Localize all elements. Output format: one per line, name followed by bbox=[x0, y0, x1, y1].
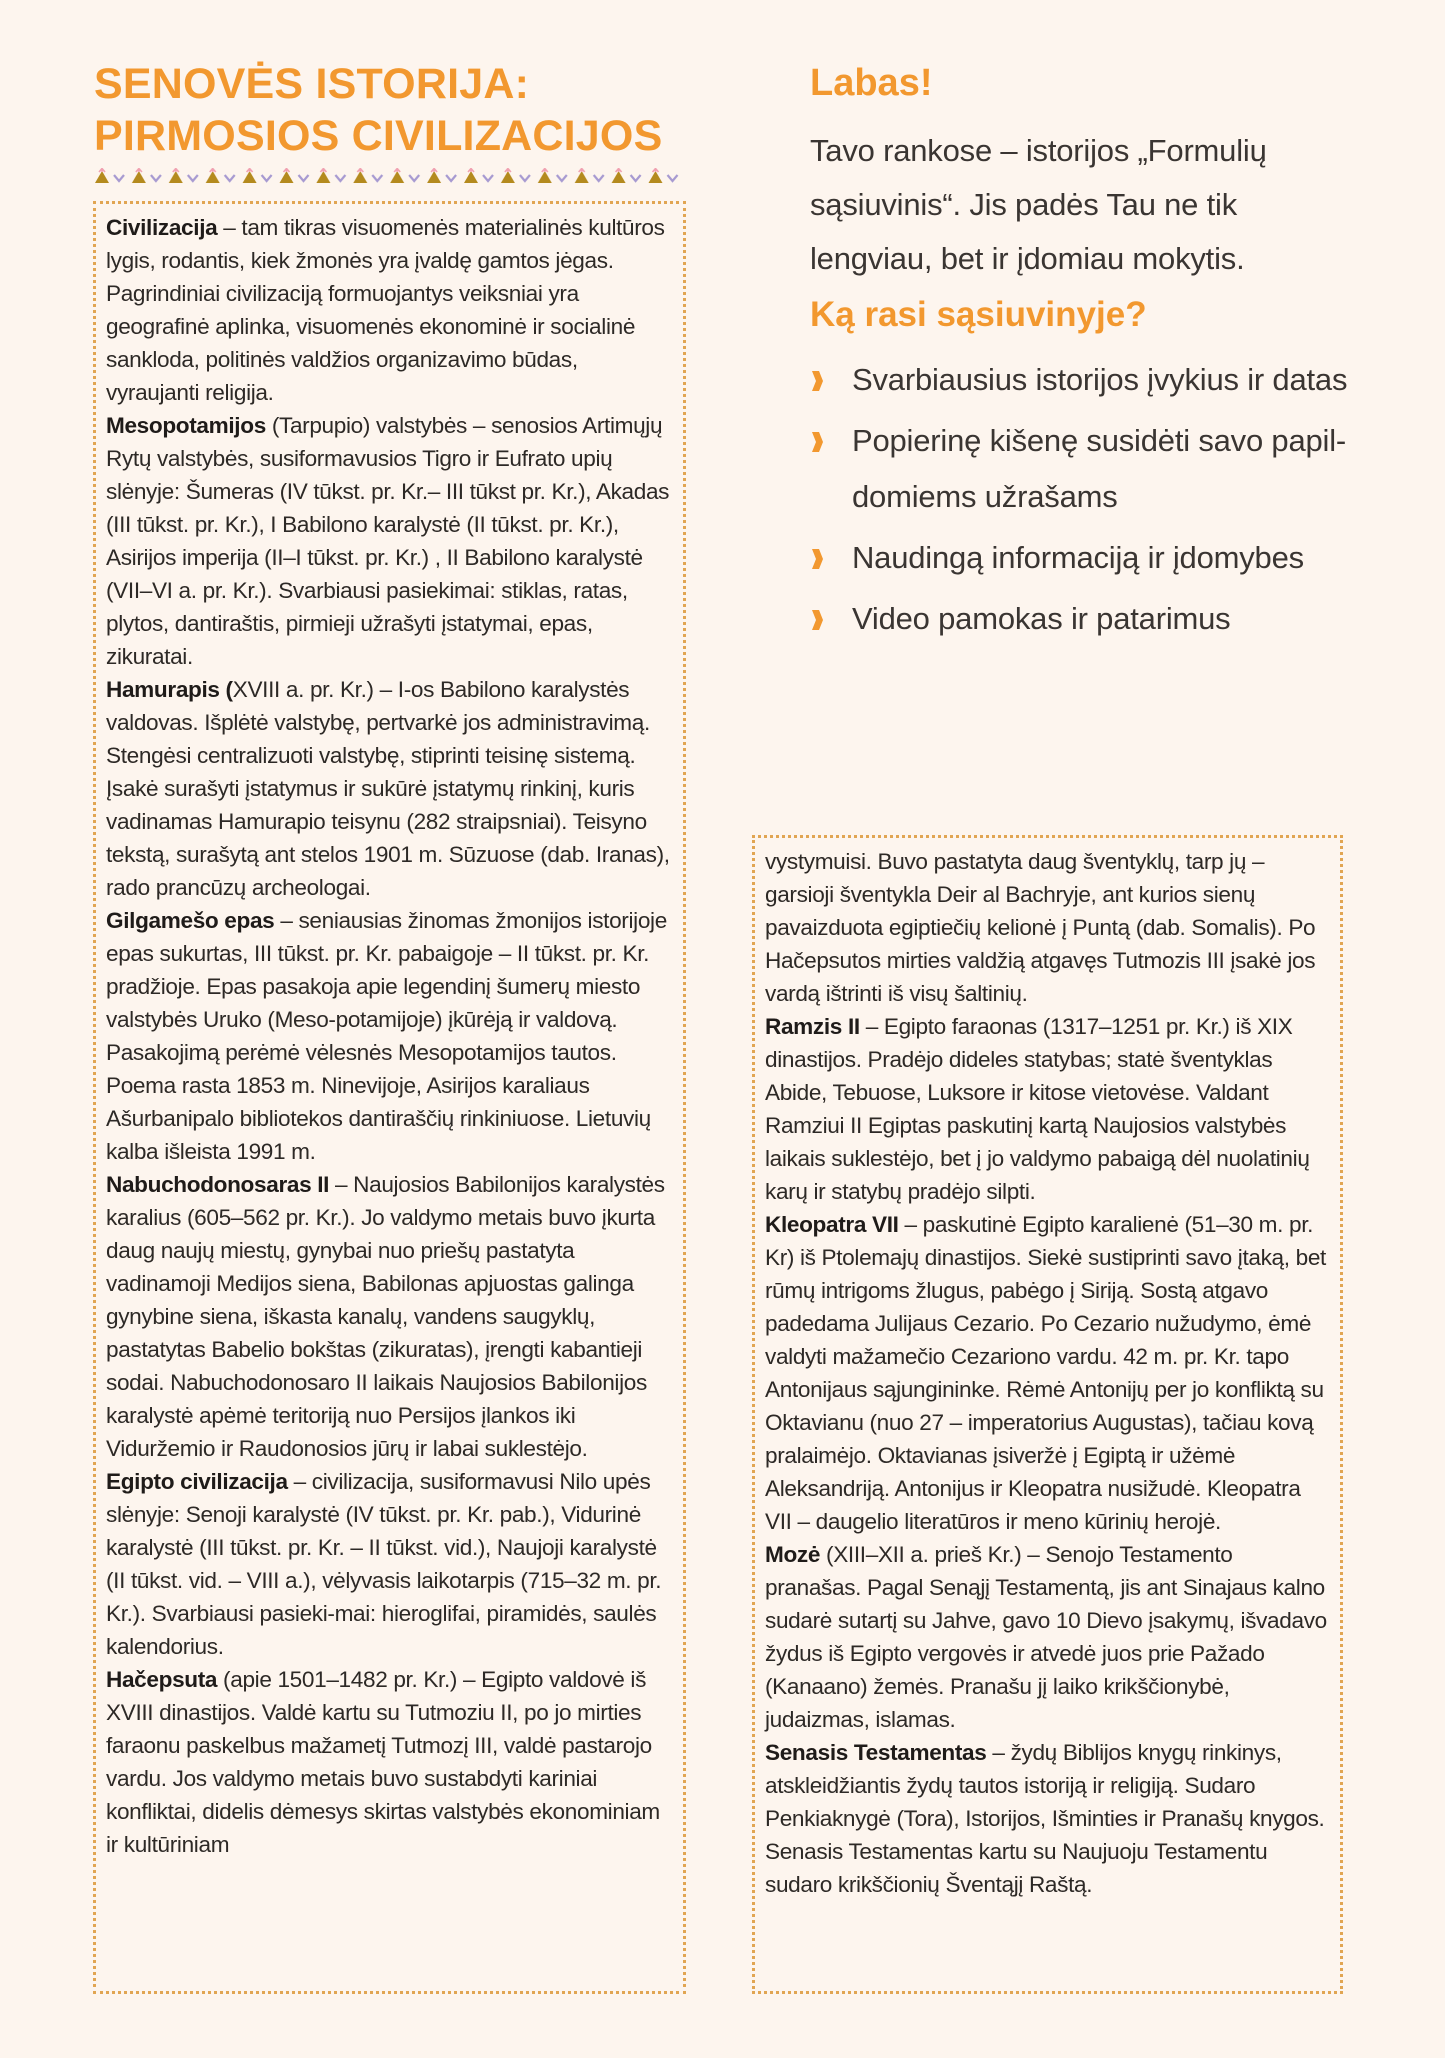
list-item bbox=[810, 352, 1350, 408]
page-title bbox=[94, 58, 662, 162]
glossary-term: Hamurapis ( bbox=[106, 677, 233, 702]
glossary-definition: – civilizacija, susiformavusi Nilo upės slėnyje: Senoji karalystė (IV tūkst. pr. Kr. pab.), Vidurinė karalystė (III tūkst. pr. Kr. – II tūkst. vid.), Naujoji karalystė (II tūkst. vid. – VIII a.), vėlyvasis laikotarpis (715–32 m. pr. Kr.). Svarbiausi pasieki-mai: hieroglifai, piramidės, saulės kalendorius. bbox=[106, 1469, 662, 1659]
intro-text: Tavo rankose – istorijos „Formulių sąsiuvinis“. Jis padės Tau ne tik lengviau, bet ir įdomiau mokytis. bbox=[810, 133, 1267, 276]
glossary-entry-hamurapis bbox=[106, 673, 673, 904]
glossary-term: Egipto civilizacija bbox=[106, 1469, 288, 1494]
title-line-1: SENOVĖS ISTORIJA: bbox=[94, 60, 530, 108]
glossary-definition: (apie 1501–1482 pr. Kr.) – Egipto valdovė iš XVIII dinastijos. Valdė kartu su Tutmoziu II, po jo mirties faraonu paskelbus mažametį Tutmozį III, valdė pastarojo vardu. Jos valdymo metais buvo sustabdyti kariniai konfliktai, didelis dėmesys skirtas valstybės ekonominiam ir kultūriniam bbox=[106, 1667, 660, 1857]
glossary-entry-gilgameso-epas bbox=[106, 904, 673, 1168]
glossary-term: Civilizacija bbox=[106, 215, 218, 240]
glossary-definition: vystymuisi. Buvo pastatyta daug šventyklų, tarp jų – garsioji šventykla Deir al Bachryje, ant kurios sienų pavaizduota egiptiečių kelionė į Puntą (dab. Somalis). Po Hačepsutos mirties valdžią atgavęs Tutmozis III įsakė jos vardą ištrinti iš visų šaltinių. bbox=[765, 849, 1316, 1006]
glossary-definition: (Tarpupio) valstybės – senosios Artimųjų Rytų valstybės, susiformavusios Tigro ir Eufrato upių slėnyje: Šumeras (IV tūkst. pr. Kr.– III tūkst pr. Kr.), Akadas (III tūkst. pr. Kr.), I Babilono karalystė (II tūkst. pr. Kr.), Asirijos imperija (II–I tūkst. pr. Kr.) , II Babilono karalystė (VII–VI a. pr. Kr.). Svarbiausi pasiekimai: stiklas, ratas, plytos, dantiraštis, pirmieji užrašyti įstatymai, epas, zikuratai. bbox=[106, 413, 670, 669]
chevron-right-icon bbox=[810, 431, 824, 453]
glossary-entry-moze bbox=[765, 1538, 1330, 1736]
glossary-term: Mesopotamijos bbox=[106, 413, 266, 438]
glossary-term: Gilgamešo epas bbox=[106, 908, 275, 933]
glossary-entry-civilizacija bbox=[106, 211, 673, 409]
list-item bbox=[810, 591, 1350, 647]
glossary-box-right bbox=[752, 835, 1343, 1994]
list-item-label: Popierinę kišenę susidėti savo papil-domiems užrašams bbox=[852, 423, 1347, 514]
glossary-term: Hačepsuta bbox=[106, 1667, 218, 1692]
list-item bbox=[810, 413, 1350, 525]
chevron-right-icon bbox=[810, 609, 824, 631]
glossary-entry-nabuchodonosaras bbox=[106, 1168, 673, 1465]
glossary-entry-egipto-civilizacija bbox=[106, 1465, 673, 1663]
list-item bbox=[810, 530, 1350, 586]
title-line-2: PIRMOSIOS CIVILIZACIJOS bbox=[94, 112, 663, 160]
glossary-term: Mozė bbox=[765, 1542, 821, 1567]
glossary-definition: (XIII–XII a. prieš Kr.) – Senojo Testamento pranašas. Pagal Senąjį Testamentą, jis ant Sinajaus kalno sudarė sutartį su Jahve, gavo 10 Dievo įsakymų, išvadavo žydus iš Egipto vergovės ir atvedė juos prie Pažado (Kanaano) žemės. Pranašu jį laiko krikščionybė, judaizmas, islamas. bbox=[765, 1542, 1327, 1732]
contents-heading: Ką rasi sąsiuvinyje? bbox=[810, 295, 1147, 334]
chevron-right-icon bbox=[810, 370, 824, 392]
glossary-entry-kleopatra bbox=[765, 1208, 1330, 1538]
zigzag-pattern-icon bbox=[94, 168, 684, 184]
list-item-label: Naudingą informaciją ir įdomybes bbox=[852, 540, 1304, 575]
glossary-definition: XVIII a. pr. Kr.) – I-os Babilono karalystės valdovas. Išplėtė valstybę, pertvarkė jos administravimą. Stengėsi centralizuoti valstybę, stiprinti teisinę sistemą. Įsakė surašyti įstatymus ir sukūrė įstatymų rinkinį, kuris vadinamas Hamurapio teisynu (282 straipsniai). Teisyno tekstą, surašytą ant stelos 1901 m. Sūzuose (dab. Iranas), rado prancūzų archeologai. bbox=[106, 677, 670, 900]
glossary-definition: – žydų Biblijos knygų rinkinys, atskleidžiantis žydų tautos istoriją ir religiją. Sudaro Penkiaknygė (Tora), Istorijos, Išminties ir Pranašų knygos. Senasis Testamentas kartu su Naujuoju Testamentu sudaro krikščionių Šventąjį Raštą. bbox=[765, 1740, 1325, 1897]
glossary-definition: – Naujosios Babilonijos karalystės karalius (605–562 pr. Kr.). Jo valdymo metais buvo įkurta daug naujų miestų, gynybai nuo priešų pastatyta vadinamoji Medijos siena, Babilonas apjuostas galinga gynybine siena, iškasta kanalų, vandens saugyklų, pastatytas Babelio bokštas (zikuratas), įrengti kabantieji sodai. Nabuchodonosaro II laikais Naujosios Babilonijos karalystė apėmė teritoriją nuo Persijos įlankos iki Viduržemio ir Raudonosios jūrų ir labai suklestėjo. bbox=[106, 1172, 665, 1461]
glossary-term: Kleopatra VII bbox=[765, 1212, 899, 1237]
glossary-definition: – Egipto faraonas (1317–1251 pr. Kr.) iš XIX dinastijos. Pradėjo dideles statybas; statė šventyklas Abide, Tebuose, Luksore ir kitose vietovėse. Valdant Ramziui II Egiptas paskutinį kartą Naujosios valstybės laikais suklestėjo, bet į jo valdymo pabaigą dėl nuolatinių karų ir statybų pradėjo silpti. bbox=[765, 1014, 1310, 1204]
list-item-label: Svarbiausius istorijos įvykius ir datas bbox=[852, 362, 1348, 397]
chevron-right-icon bbox=[810, 548, 824, 570]
glossary-term: Senasis Testamentas bbox=[765, 1740, 987, 1765]
list-item-label: Video pamokas ir patarimus bbox=[852, 601, 1231, 636]
glossary-definition: – tam tikras visuomenės materialinės kultūros lygis, rodantis, kiek žmonės yra įvaldę gamtos jėgas. Pagrindiniai civilizaciją formuojantys veiksniai yra geografinė aplinka, visuomenės ekonominė ir socialinė sankloda, politinės valdžios organizavimo būdas, vyraujanti religija. bbox=[106, 215, 665, 405]
glossary-entry-senasis-testamentas bbox=[765, 1736, 1330, 1901]
glossary-entry-ramzis bbox=[765, 1010, 1330, 1208]
glossary-definition: – seniausias žinomas žmonijos istorijoje epas sukurtas, III tūkst. pr. Kr. pabaigoje – II tūkst. pr. Kr. pradžioje. Epas pasakoja apie legendinį šumerų miesto valstybės Uruko (Meso-potamijoje) įkūrėją ir valdovą. Pasakojimą perėmė vėlesnės Mesopotamijos tautos. Poema rasta 1853 m. Ninevijoje, Asirijos karaliaus Ašurbanipalo bibliotekos dantiraščių rinkiniuose. Lietuvių kalba išleista 1991 m. bbox=[106, 908, 667, 1164]
glossary-term: Nabuchodonosaras II bbox=[106, 1172, 330, 1197]
glossary-box-left bbox=[93, 201, 686, 1994]
glossary-term: Ramzis II bbox=[765, 1014, 860, 1039]
glossary-entry-mesopotamija bbox=[106, 409, 673, 673]
glossary-entry-hacepsuta bbox=[106, 1663, 673, 1861]
contents-list bbox=[810, 352, 1350, 652]
glossary-definition: – paskutinė Egipto karalienė (51–30 m. pr. Kr) iš Ptolemajų dinastijos. Siekė sustiprinti savo įtaką, bet rūmų intrigoms žlugus, pabėgo į Siriją. Sostą atgavo padedama Julijaus Cezario. Po Cezario nužudymo, ėmė valdyti mažamečio Cezariono vardu. 42 m. pr. Kr. tapo Antonijaus sąjungininke. Rėmė Antonijų per jo konfliktą su Oktavianu (nuo 27 – imperatorius Augustas), tačiau kovą pralaimėjo. Oktavianas įsiveržė į Egiptą ir užėmė Aleksandriją. Antonijus ir Kleopatra nusižudė. Kleopatra VII – daugelio literatūros ir meno kūrinių herojė. bbox=[765, 1212, 1326, 1534]
glossary-entry-hacepsuta-continued bbox=[765, 845, 1330, 1010]
greeting-heading: Labas! bbox=[810, 62, 933, 104]
